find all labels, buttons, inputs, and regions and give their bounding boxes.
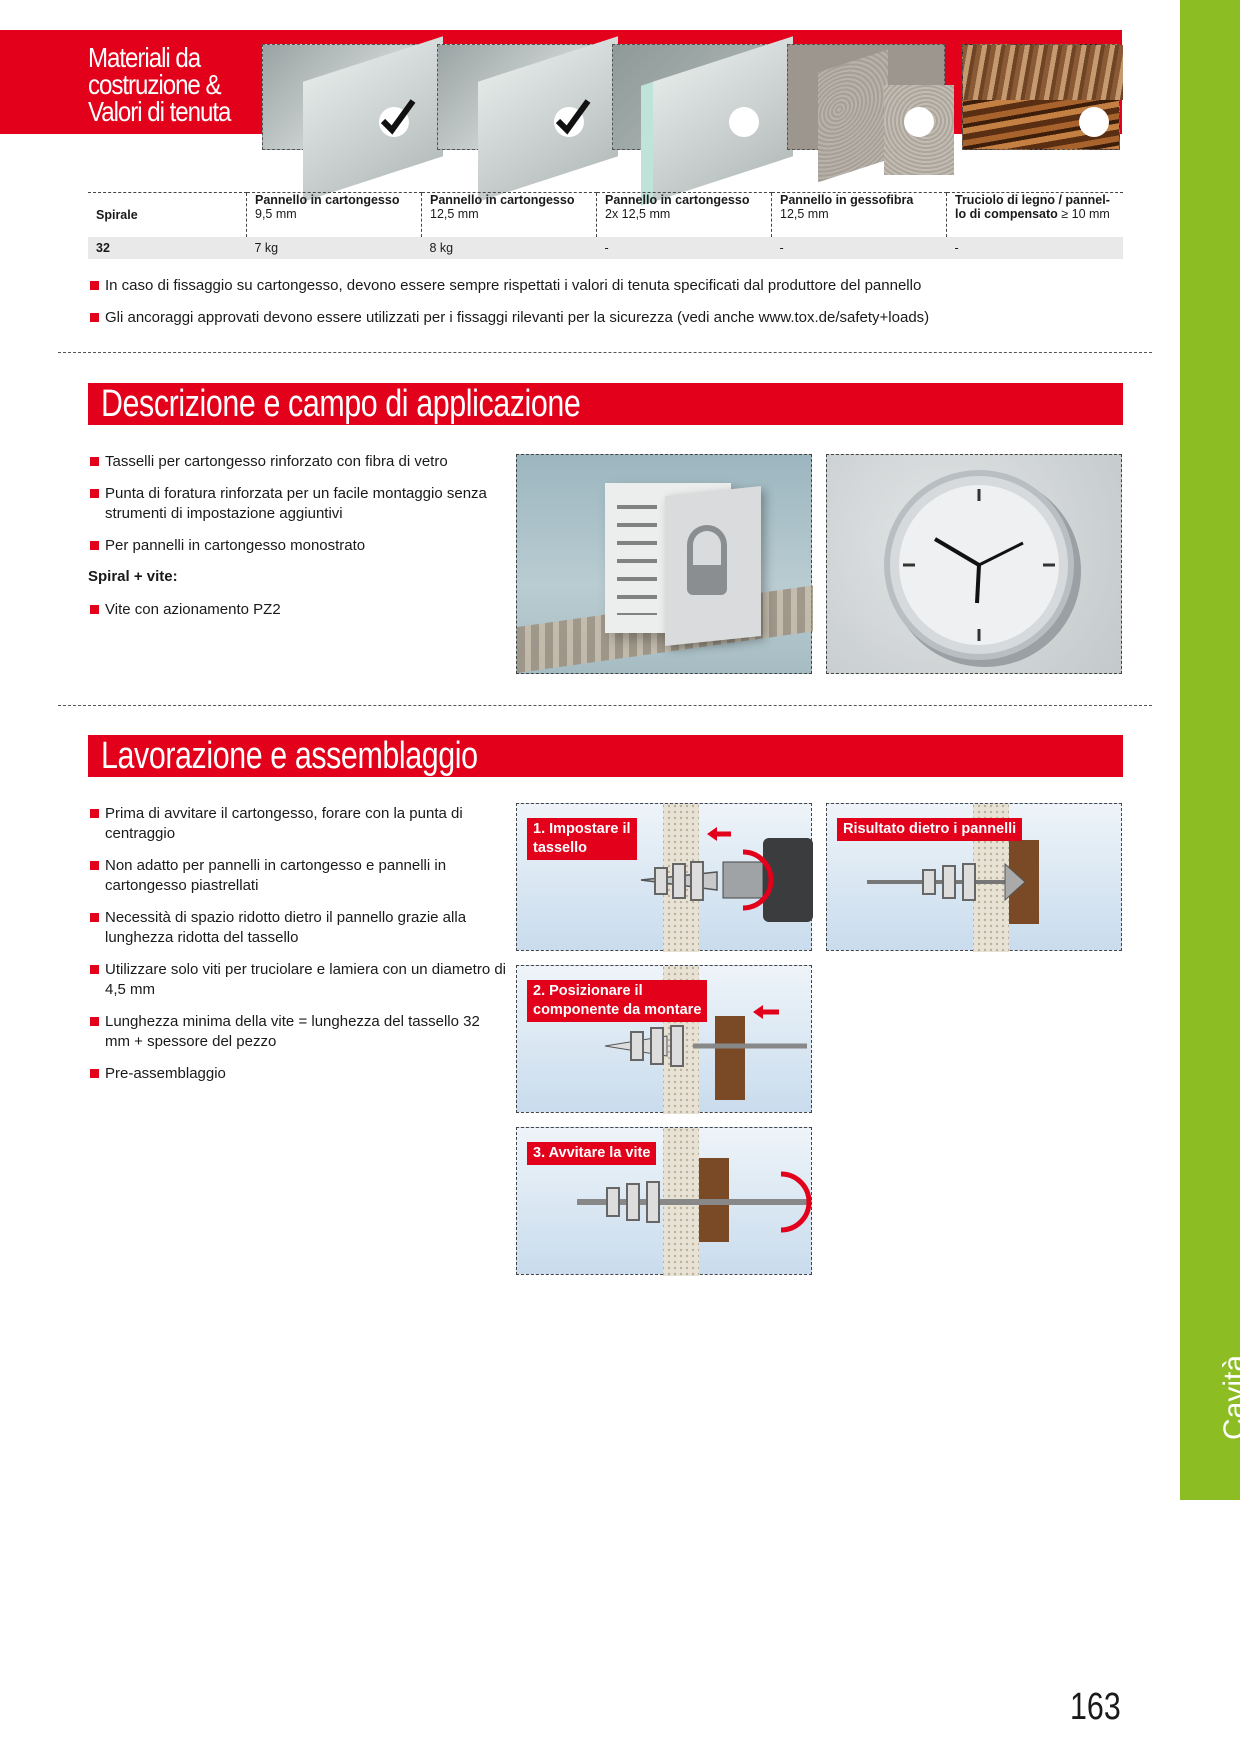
- side-tab-label: Cavità: [1218, 1354, 1251, 1440]
- circle-icon: [1079, 107, 1109, 137]
- circle-icon: [729, 107, 759, 137]
- list-item: Punta di foratura rinforzata per un facile montaggio senza strumenti di impostazione aggiuntivi: [88, 484, 508, 524]
- clock-icon: [827, 455, 1123, 675]
- table-col-header: Pannello in cartongesso 9,5 mm: [247, 193, 422, 238]
- section-title: Lavorazione e assemblaggio: [101, 735, 478, 777]
- table-cell: -: [772, 237, 947, 259]
- list-item: Per pannelli in cartongesso monostrato: [88, 536, 508, 556]
- table-cell: 7 kg: [247, 237, 422, 259]
- circle-icon: [904, 107, 934, 137]
- table-header-row: [88, 193, 1123, 238]
- material-thumb-cartongesso-2x12.5: [612, 44, 770, 150]
- load-table: [88, 192, 1123, 259]
- clock-photo: [826, 454, 1122, 674]
- material-thumb-cartongesso-12.5: [437, 44, 595, 150]
- table-col-header: Pannello in cartongesso 2x 12,5 mm: [597, 193, 772, 238]
- list-item: Non adatto per pannelli in cartongesso e pannelli in cartongesso piastrellati: [88, 856, 508, 896]
- header-title-line: Valori di tenuta: [88, 96, 231, 127]
- list-item: Gli ancoraggi approvati devono essere utilizzati per i fissaggi rilevanti per la sicurezza (vedi anche www.tox.de/safety+loads): [88, 308, 1128, 328]
- table-col-header: Truciolo di legno / pannel- lo di compensato ≥ 10 mm: [947, 193, 1124, 238]
- check-icon: [554, 107, 584, 137]
- result-illustration: [826, 803, 1122, 951]
- result-label: Risultato dietro i pannelli: [837, 818, 1022, 841]
- header-title-line: costruzione &: [88, 69, 221, 100]
- subheading: Spiral + vite:: [88, 568, 178, 585]
- table-col-header: Pannello in gessofibra 12,5 mm: [772, 193, 947, 238]
- list-item: Utilizzare solo viti per truciolare e lamiera con un diametro di 4,5 mm: [88, 960, 508, 1000]
- table-row: [88, 237, 1123, 259]
- table-cell: 8 kg: [422, 237, 597, 259]
- list-item: Pre-assemblaggio: [88, 1064, 508, 1084]
- header-title-line: Materiali da: [88, 42, 201, 73]
- list-item: Prima di avvitare il cartongesso, forare con la punta di centraggio: [88, 804, 508, 844]
- section-title: Descrizione e campo di applicazione: [101, 383, 581, 425]
- notes-list: [88, 276, 1128, 328]
- step-2-illustration: [516, 965, 812, 1113]
- list-item: In caso di fissaggio su cartongesso, devono essere sempre rispettati i valori di tenuta specificati dal produttore del pannello: [88, 276, 1128, 296]
- material-thumb-cartongesso-9.5: [262, 44, 420, 150]
- table-row-label: Spirale: [88, 193, 247, 238]
- divider: [58, 705, 1152, 706]
- table-cell: 32: [88, 237, 247, 259]
- step-1-label: 1. Impostare il tassello: [527, 818, 637, 860]
- table-cell: -: [947, 237, 1124, 259]
- list-item: Tasselli per cartongesso rinforzato con fibra di vetro: [88, 452, 508, 472]
- divider: [58, 352, 1152, 353]
- check-icon: [379, 107, 409, 137]
- key-cabinet-photo: [516, 454, 812, 674]
- list-item: Lunghezza minima della vite = lunghezza del tassello 32 mm + spessore del pezzo: [88, 1012, 508, 1052]
- step-3-illustration: [516, 1127, 812, 1275]
- description-list: [88, 452, 508, 556]
- step-1-illustration: [516, 803, 812, 951]
- table-col-header: Pannello in cartongesso 12,5 mm: [422, 193, 597, 238]
- sub-list: [88, 600, 508, 620]
- step-3-label: 3. Avvitare la vite: [527, 1142, 656, 1165]
- assembly-list: [88, 804, 508, 1084]
- list-item: Necessità di spazio ridotto dietro il pannello grazie alla lunghezza ridotta del tassello: [88, 908, 508, 948]
- table-cell: -: [597, 237, 772, 259]
- header-title: [88, 44, 234, 125]
- material-thumb-gessofibra: [787, 44, 945, 150]
- page-number: 163: [1070, 1686, 1121, 1728]
- material-thumb-truciolo: [962, 44, 1120, 150]
- step-2-label: 2. Posizionare il componente da montare: [527, 980, 707, 1022]
- section-side-tab[interactable]: [1180, 0, 1240, 1500]
- list-item: Vite con azionamento PZ2: [88, 600, 508, 620]
